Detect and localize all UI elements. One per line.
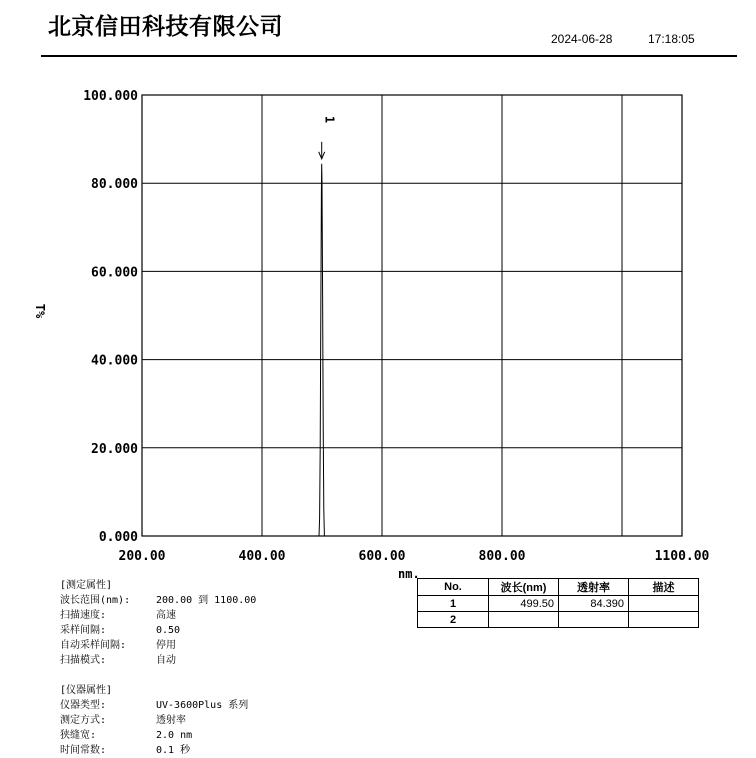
property-row [60,713,248,728]
property-row [60,638,256,653]
property-key: 自动采样间隔: [60,640,127,651]
cell-no: 2 [418,612,489,628]
x-axis-label: nm. [398,567,420,581]
spectrum-curve [142,164,682,536]
y-axis-ticks [83,89,138,545]
property-row [60,623,256,638]
cell-transmittance [559,612,629,628]
cell-wavelength [489,612,559,628]
property-value: 0.50 [156,625,181,636]
y-axis-label: T% [33,303,47,319]
cell-description [629,596,699,612]
property-key: 时间常数: [60,745,107,756]
peak-label: 1 [322,115,337,124]
property-value: 0.1 秒 [156,745,191,756]
table-row [418,612,699,628]
x-tick-label: 200.00 [118,549,166,564]
section-title: [测定属性] [60,580,113,591]
cell-no: 1 [418,596,489,612]
property-value: 停用 [156,640,176,651]
x-tick-label: 1100.00 [654,549,710,564]
y-tick-label: 60.000 [91,265,138,281]
property-key: 扫描模式: [60,655,107,666]
report-time: 17:18:05 [648,32,695,46]
property-value: 200.00 到 1100.00 [156,595,257,606]
x-tick-label: 600.00 [358,549,406,564]
property-value: UV-3600Plus 系列 [156,700,249,711]
y-tick-label: 0.000 [98,530,138,545]
plot-frame [142,95,682,536]
table-row [418,596,699,612]
peak-annotations [319,116,337,159]
property-row [60,593,256,608]
y-tick-label: 100.000 [83,89,138,104]
property-row [60,698,248,713]
report-date: 2024-06-28 [551,32,613,46]
col-header-no: No. [418,579,489,596]
peak-table [417,578,699,628]
property-row [60,653,256,668]
x-axis-ticks [119,549,710,564]
property-key: 采样间隔: [60,625,107,636]
property-key: 扫描速度: [60,610,107,621]
property-value: 自动 [156,655,176,666]
property-value: 2.0 nm [156,730,193,741]
cell-wavelength: 499.50 [489,596,559,612]
col-header-description: 描述 [629,579,699,596]
instrument-properties [60,683,248,758]
property-value: 透射率 [156,715,186,726]
peak-table-header [418,579,699,596]
x-tick-label: 800.00 [478,549,526,564]
chart-grid [142,95,682,536]
y-tick-label: 80.000 [91,177,138,193]
cell-description [629,612,699,628]
col-header-wavelength: 波长(nm) [489,579,559,596]
col-header-transmittance: 透射率 [559,579,629,596]
company-name: 北京信田科技有限公司 [48,14,283,40]
property-key: 测定方式: [60,715,107,726]
section-title: [仪器属性] [60,685,113,696]
y-tick-label: 20.000 [91,441,138,457]
property-key: 波长范围(nm): [60,595,131,606]
property-key: 仪器类型: [60,700,107,711]
property-row [60,728,248,743]
measure-properties [60,578,256,668]
property-key: 狭缝宽: [60,730,97,741]
x-tick-label: 400.00 [238,549,286,564]
cell-transmittance: 84.390 [559,596,629,612]
y-tick-label: 40.000 [91,353,138,369]
property-value: 高速 [156,610,176,621]
property-row [60,608,256,623]
